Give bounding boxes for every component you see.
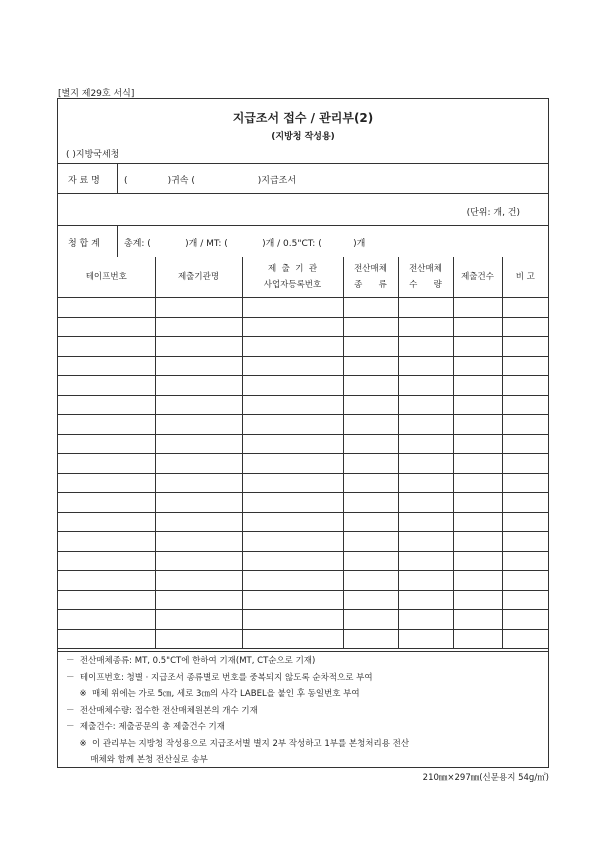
table-cell[interactable]: [155, 629, 242, 649]
table-cell[interactable]: [502, 532, 548, 552]
table-cell[interactable]: [343, 356, 398, 376]
table-cell[interactable]: [155, 337, 242, 357]
column-header: [343, 257, 398, 298]
column-header: [58, 257, 155, 298]
table-cell[interactable]: [343, 298, 398, 318]
table-cell[interactable]: [58, 298, 155, 318]
table-cell[interactable]: [398, 512, 453, 532]
table-cell[interactable]: [502, 454, 548, 474]
table-cell[interactable]: [155, 395, 242, 415]
table-cell[interactable]: [502, 590, 548, 610]
table-cell[interactable]: [453, 356, 502, 376]
table-cell[interactable]: [58, 610, 155, 630]
table-cell[interactable]: [58, 395, 155, 415]
table-cell[interactable]: [242, 356, 343, 376]
office-line: ( )지방국세청: [66, 150, 120, 160]
table-cell[interactable]: [242, 376, 343, 396]
note-line: ※ 이 관리부는 지방청 작성용으로 지급조서별 별지 2부 작성하고 1부를 본청처리용 전산: [66, 738, 410, 749]
table-cell[interactable]: [398, 415, 453, 435]
table-cell[interactable]: [502, 434, 548, 454]
column-header: [155, 257, 242, 298]
column-header-line1: 전산매체: [409, 264, 442, 274]
paper-size: 210㎜×297㎜(신문용지 54g/㎡): [422, 773, 549, 783]
table-row: [58, 629, 548, 649]
table-cell[interactable]: [453, 337, 502, 357]
table-cell[interactable]: [242, 512, 343, 532]
table-cell[interactable]: [155, 434, 242, 454]
table-cell[interactable]: [453, 629, 502, 649]
table-row: [58, 298, 548, 318]
table-cell[interactable]: [398, 610, 453, 630]
table-cell[interactable]: [155, 415, 242, 435]
table-cell[interactable]: [398, 317, 453, 337]
table-cell[interactable]: [242, 415, 343, 435]
table-cell[interactable]: [242, 395, 343, 415]
table-cell[interactable]: [343, 434, 398, 454]
column-header-line1: 테이프번호: [85, 272, 127, 282]
form-frame: [57, 98, 549, 768]
table-cell[interactable]: [453, 415, 502, 435]
table-row: [58, 454, 548, 474]
table-cell[interactable]: [343, 512, 398, 532]
table-cell[interactable]: [398, 551, 453, 571]
table-cell[interactable]: [58, 415, 155, 435]
table-cell[interactable]: [502, 493, 548, 513]
table-cell[interactable]: [58, 551, 155, 571]
table-cell[interactable]: [398, 356, 453, 376]
table-cell[interactable]: [155, 551, 242, 571]
table-cell[interactable]: [242, 571, 343, 591]
table-row: [58, 551, 548, 571]
table-cell[interactable]: [58, 493, 155, 513]
table-cell[interactable]: [242, 629, 343, 649]
column-header-line1: 전산매체: [354, 264, 387, 274]
table-cell[interactable]: [58, 376, 155, 396]
divider: [117, 225, 118, 257]
form-title: 지급조서 접수 / 관리부(2): [232, 111, 374, 125]
column-header-line1: 제 출 기 관: [267, 264, 318, 274]
column-header-line1: 제출기관명: [177, 272, 220, 282]
table-cell[interactable]: [453, 512, 502, 532]
table-cell[interactable]: [453, 590, 502, 610]
table-cell[interactable]: [398, 395, 453, 415]
table-cell[interactable]: [242, 610, 343, 630]
divider: [58, 163, 548, 164]
table-cell[interactable]: [398, 434, 453, 454]
form-number: [별지 제29호 서식]: [58, 89, 135, 99]
table-cell[interactable]: [398, 473, 453, 493]
table-row: [58, 356, 548, 376]
column-header: [242, 257, 343, 298]
table-row: [58, 395, 548, 415]
table-cell[interactable]: [58, 454, 155, 474]
divider: [58, 193, 548, 194]
notes: [66, 653, 409, 769]
table-cell[interactable]: [242, 454, 343, 474]
table-row: [58, 493, 548, 513]
table-cell[interactable]: [58, 356, 155, 376]
table-cell[interactable]: [502, 415, 548, 435]
table-row: [58, 610, 548, 630]
table-cell[interactable]: [155, 571, 242, 591]
table-cell[interactable]: [502, 356, 548, 376]
table-cell[interactable]: [343, 571, 398, 591]
table-cell[interactable]: [453, 434, 502, 454]
table-row: [58, 532, 548, 552]
table-cell[interactable]: [453, 493, 502, 513]
table-row: [58, 590, 548, 610]
table-cell[interactable]: [242, 493, 343, 513]
table-row: [58, 473, 548, 493]
table-cell[interactable]: [58, 532, 155, 552]
column-header-line1: 비 고: [515, 272, 535, 282]
data-name-label: 자 료 명: [68, 176, 100, 186]
table-cell[interactable]: [242, 317, 343, 337]
table-cell[interactable]: [343, 415, 398, 435]
table-cell[interactable]: [242, 298, 343, 318]
table-cell[interactable]: [453, 532, 502, 552]
table-cell[interactable]: [502, 571, 548, 591]
note-line: 매체와 함께 본청 전산실로 송부: [66, 755, 208, 765]
table-cell[interactable]: [155, 493, 242, 513]
table-row: [58, 376, 548, 396]
total-value: 총계: ( )개 / MT: ( )개 / 0.5"CT: ( )개: [124, 239, 366, 249]
table-cell[interactable]: [343, 317, 398, 337]
table-cell[interactable]: [155, 298, 242, 318]
table-row: [58, 571, 548, 591]
table-cell[interactable]: [343, 395, 398, 415]
table-cell[interactable]: [58, 590, 155, 610]
table-cell[interactable]: [58, 337, 155, 357]
column-header-line2: 사업자등록번호: [263, 280, 322, 290]
column-header: [453, 257, 502, 298]
table-cell[interactable]: [502, 337, 548, 357]
table-cell[interactable]: [343, 629, 398, 649]
table-cell[interactable]: [398, 493, 453, 513]
note-line: ※ 매체 위에는 가로 5㎝, 세로 3㎝의 사각 LABEL을 붙인 후 동일번호 부여: [66, 689, 360, 699]
table-cell[interactable]: [242, 590, 343, 610]
total-label: 청 합 계: [68, 239, 100, 249]
table-cell[interactable]: [343, 610, 398, 630]
table-cell[interactable]: [502, 473, 548, 493]
table-cell[interactable]: [343, 590, 398, 610]
table-cell[interactable]: [343, 454, 398, 474]
table-cell[interactable]: [58, 512, 155, 532]
table-cell[interactable]: [343, 473, 398, 493]
table-cell[interactable]: [453, 571, 502, 591]
table-cell[interactable]: [58, 473, 155, 493]
data-name-value: ( )귀속 ( )지급조서: [124, 176, 297, 186]
table-cell[interactable]: [502, 551, 548, 571]
table-cell[interactable]: [453, 298, 502, 318]
table-cell[interactable]: [453, 551, 502, 571]
table-cell[interactable]: [155, 317, 242, 337]
table-row: [58, 317, 548, 337]
note-line: － 테이프번호: 청별 · 지급조서 종류별로 번호를 중복되지 않도록 순차적으로 부여: [66, 672, 373, 683]
table-cell[interactable]: [343, 493, 398, 513]
management-table: [58, 257, 548, 649]
table-row: [58, 415, 548, 435]
table-cell[interactable]: [343, 551, 398, 571]
column-header: [398, 257, 453, 298]
table-cell[interactable]: [343, 532, 398, 552]
table-cell[interactable]: [242, 532, 343, 552]
table-cell[interactable]: [343, 376, 398, 396]
table-cell[interactable]: [398, 532, 453, 552]
table-cell[interactable]: [398, 629, 453, 649]
table-cell[interactable]: [502, 610, 548, 630]
table-cell[interactable]: [58, 629, 155, 649]
table-row: [58, 512, 548, 532]
table-cell[interactable]: [155, 356, 242, 376]
table-cell[interactable]: [453, 610, 502, 630]
table-cell[interactable]: [453, 473, 502, 493]
table-cell[interactable]: [398, 454, 453, 474]
table-body: [58, 298, 548, 649]
column-header-line1: 제출건수: [461, 272, 494, 282]
table-cell[interactable]: [453, 317, 502, 337]
note-line: － 전산매체수량: 접수한 전산매체원본의 개수 기재: [66, 705, 258, 716]
table-cell[interactable]: [502, 512, 548, 532]
note-line: － 전산매체종류: MT, 0.5"CT에 한하여 기재(MT, CT순으로 기재): [66, 656, 316, 666]
table-cell[interactable]: [155, 610, 242, 630]
table-cell[interactable]: [155, 512, 242, 532]
table-cell[interactable]: [398, 298, 453, 318]
table-row: [58, 337, 548, 357]
form-subtitle: (지방청 작성용): [271, 132, 335, 142]
table-cell[interactable]: [453, 395, 502, 415]
table-cell[interactable]: [398, 337, 453, 357]
table-cell[interactable]: [58, 571, 155, 591]
divider: [117, 163, 118, 193]
table-cell[interactable]: [502, 376, 548, 396]
table-cell[interactable]: [242, 337, 343, 357]
table-row: [58, 434, 548, 454]
table-cell[interactable]: [155, 376, 242, 396]
note-line: － 제출건수: 제출공문의 총 제출건수 기재: [66, 722, 225, 732]
column-header: [502, 257, 548, 298]
divider: [58, 651, 548, 652]
table-cell[interactable]: [242, 434, 343, 454]
unit-note: (단위: 개, 건): [466, 208, 520, 218]
column-header-line2: 수 량: [409, 280, 442, 290]
table-cell[interactable]: [58, 317, 155, 337]
divider: [58, 225, 548, 226]
table-cell[interactable]: [343, 337, 398, 357]
table-cell[interactable]: [502, 298, 548, 318]
table-cell[interactable]: [155, 590, 242, 610]
table-header-row: [58, 257, 548, 298]
table-cell[interactable]: [502, 629, 548, 649]
table-cell[interactable]: [58, 434, 155, 454]
table-cell[interactable]: [155, 473, 242, 493]
table-cell[interactable]: [398, 571, 453, 591]
table-cell[interactable]: [398, 590, 453, 610]
table-cell[interactable]: [502, 317, 548, 337]
table-cell[interactable]: [155, 532, 242, 552]
table-cell[interactable]: [155, 454, 242, 474]
table-cell[interactable]: [242, 551, 343, 571]
table-cell[interactable]: [398, 376, 453, 396]
table-cell[interactable]: [453, 376, 502, 396]
column-header-line2: 종 류: [354, 280, 387, 290]
table-cell[interactable]: [502, 395, 548, 415]
table-cell[interactable]: [453, 454, 502, 474]
table-cell[interactable]: [242, 473, 343, 493]
